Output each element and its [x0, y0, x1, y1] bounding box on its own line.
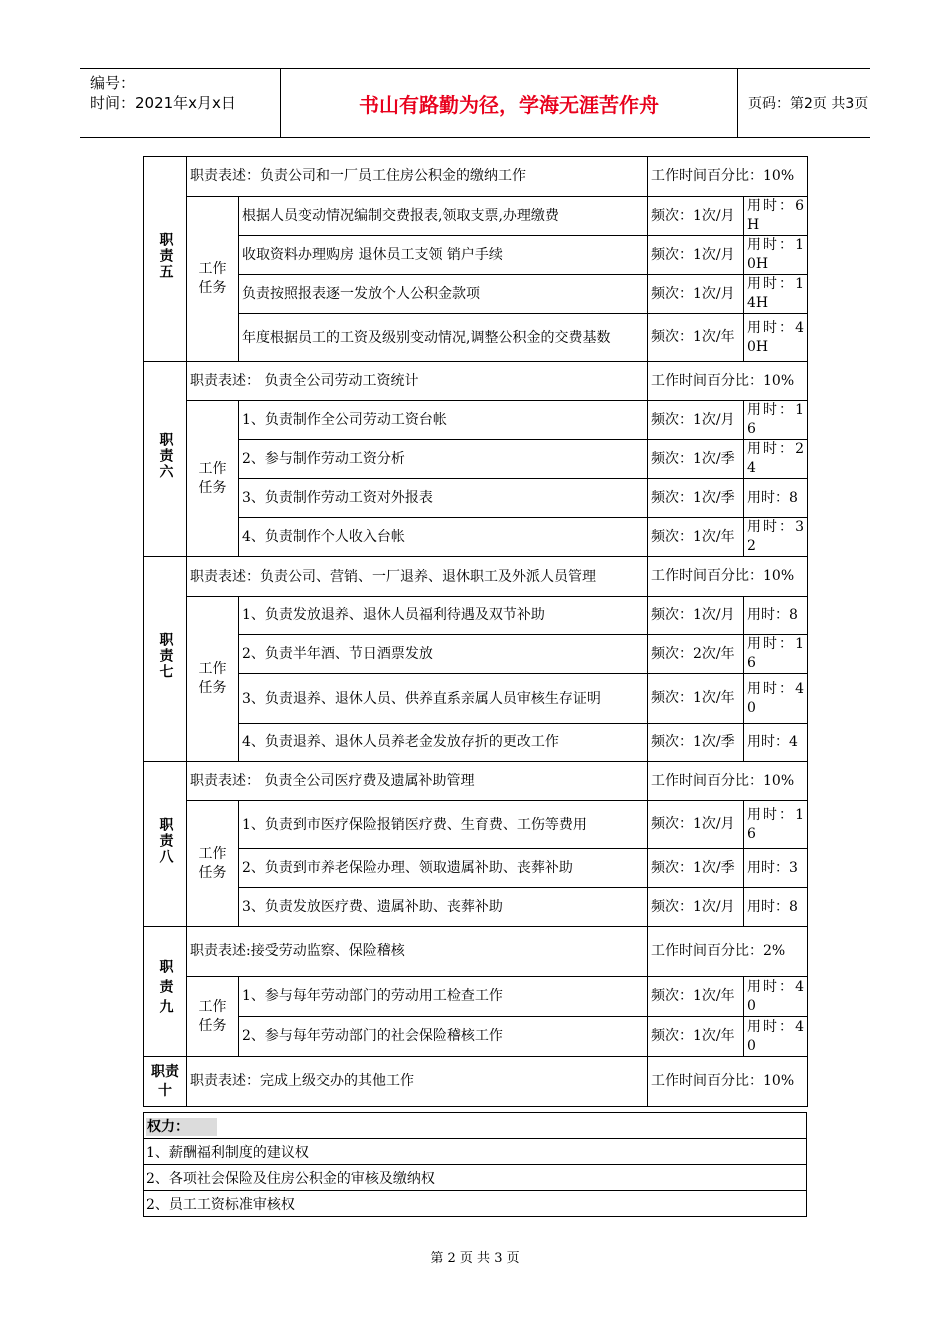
task-label — [187, 977, 239, 1057]
task-row — [144, 801, 808, 849]
task-frequency: 频次：1次/季 — [648, 849, 744, 888]
header-meta — [90, 73, 280, 113]
time-label: 时间：2021年x月x日 — [90, 94, 236, 112]
task-hours: 用时：3 — [744, 849, 808, 888]
task-label — [187, 597, 239, 762]
task-text: 4、负责退养、退休人员养老金发放存折的更改工作 — [239, 724, 648, 762]
task-hours: 用时：8 — [744, 888, 808, 927]
task-text: 1、参与每年劳动部门的劳动用工检查工作 — [239, 977, 648, 1017]
task-text: 负责按照报表逐一发放个人公积金款项 — [239, 275, 648, 314]
duty-7-label — [144, 557, 187, 762]
task-text: 1、负责发放退养、退休人员福利待遇及双节补助 — [239, 597, 648, 635]
power-title — [144, 1113, 807, 1139]
page-number-label: 页码：第2页 共3页 — [748, 96, 869, 112]
task-hours: 用时：14H — [744, 275, 808, 314]
task-text: 年度根据员工的工资及级别变动情况,调整公积金的交费基数 — [239, 314, 648, 362]
task-label — [187, 801, 239, 927]
duty-5-desc-row — [144, 157, 808, 197]
task-row — [144, 440, 808, 479]
task-frequency: 频次：1次/年 — [648, 674, 744, 724]
task-text: 2、负责半年酒、节日酒票发放 — [239, 635, 648, 674]
task-text: 2、负责到市养老保险办理、领取遗属补助、丧葬补助 — [239, 849, 648, 888]
task-text: 根据人员变动情况编制交费报表,领取支票,办理缴费 — [239, 197, 648, 236]
task-hours: 用时：16 — [744, 635, 808, 674]
page-footer: 第 2 页 共 3 页 — [430, 1251, 520, 1266]
task-frequency: 频次：1次/月 — [648, 275, 744, 314]
task-row — [144, 314, 808, 362]
header-motto: 书山有路勤为径，学海无涯苦作舟 — [280, 69, 738, 137]
duty-10-label — [144, 1057, 187, 1107]
duty-description: 职责表述：完成上级交办的其他工作 — [187, 1057, 648, 1107]
task-frequency: 频次：1次/年 — [648, 1017, 744, 1057]
time-percent: 工作时间百分比：10% — [648, 1057, 808, 1107]
task-text: 1、负责到市医疗保险报销医疗费、生育费、工伤等费用 — [239, 801, 648, 849]
duty-6-desc-row — [144, 362, 808, 401]
task-text: 3、负责退养、退休人员、供养直系亲属人员审核生存证明 — [239, 674, 648, 724]
task-text: 收取资料办理购房 退休员工支领 销户手续 — [239, 236, 648, 275]
task-hours: 用时：32 — [744, 518, 808, 557]
task-row — [144, 597, 808, 635]
task-row — [144, 977, 808, 1017]
task-label-text: 工作任务 — [198, 261, 227, 296]
task-label — [187, 401, 239, 557]
power-row — [144, 1191, 807, 1217]
task-frequency: 频次：1次/月 — [648, 801, 744, 849]
task-row — [144, 479, 808, 518]
task-hours: 用时：8 — [744, 479, 808, 518]
power-header-row — [144, 1113, 807, 1139]
task-row — [144, 236, 808, 275]
time-percent: 工作时间百分比：10% — [648, 762, 808, 801]
duty-table — [143, 156, 808, 1107]
task-frequency: 频次：1次/月 — [648, 236, 744, 275]
power-row — [144, 1165, 807, 1191]
power-title-text: 权力： — [146, 1118, 217, 1136]
task-label — [187, 197, 239, 362]
task-label-text: 工作任务 — [198, 845, 227, 881]
task-frequency: 频次：1次/季 — [648, 440, 744, 479]
task-text: 4、负责制作个人收入台帐 — [239, 518, 648, 557]
task-text: 2、参与制作劳动工资分析 — [239, 440, 648, 479]
task-text: 1、负责制作全公司劳动工资台帐 — [239, 401, 648, 440]
page-header — [80, 68, 870, 138]
task-text: 3、负责制作劳动工资对外报表 — [239, 479, 648, 518]
power-table — [143, 1112, 807, 1217]
duty-description: 职责表述:接受劳动监察、保险稽核 — [187, 927, 648, 977]
task-row — [144, 518, 808, 557]
task-frequency: 频次：2次/年 — [648, 635, 744, 674]
duty-5-label — [144, 157, 187, 362]
duty-label-text: 职责六 — [157, 432, 174, 480]
task-row — [144, 724, 808, 762]
task-row — [144, 849, 808, 888]
task-row — [144, 635, 808, 674]
duty-8-desc-row — [144, 762, 808, 801]
task-row — [144, 197, 808, 236]
duty-label-text: 职责十 — [151, 1063, 179, 1099]
task-frequency: 频次：1次/月 — [648, 597, 744, 635]
task-label-text: 工作任务 — [198, 661, 227, 696]
duty-description: 职责表述：负责公司、营销、一厂退养、退休职工及外派人员管理 — [187, 557, 648, 597]
task-row — [144, 401, 808, 440]
duty-description: 职责表述： 负责全公司劳动工资统计 — [187, 362, 648, 401]
task-label-text: 工作任务 — [198, 460, 227, 496]
task-frequency: 频次：1次/年 — [648, 977, 744, 1017]
task-frequency: 频次：1次/月 — [648, 197, 744, 236]
duty-6-label — [144, 362, 187, 557]
duty-description: 职责表述：负责公司和一厂员工住房公积金的缴纳工作 — [187, 157, 648, 197]
task-row — [144, 275, 808, 314]
power-item: 2、各项社会保险及住房公积金的审核及缴纳权 — [144, 1165, 807, 1191]
duty-9-desc-row — [144, 927, 808, 977]
task-text: 3、负责发放医疗费、遗属补助、丧葬补助 — [239, 888, 648, 927]
task-frequency: 频次：1次/季 — [648, 479, 744, 518]
time-percent: 工作时间百分比：10% — [648, 157, 808, 197]
task-hours: 用时：8 — [744, 597, 808, 635]
duty-label-text: 职责七 — [157, 632, 174, 680]
duty-description: 职责表述： 负责全公司医疗费及遗属补助管理 — [187, 762, 648, 801]
task-hours: 用时：40 — [744, 1017, 808, 1057]
duty-7-desc-row — [144, 557, 808, 597]
task-hours: 用时：40H — [744, 314, 808, 362]
duty-label-text: 职责八 — [157, 817, 174, 865]
code-label: 编号： — [90, 74, 136, 92]
task-hours: 用时：40 — [744, 977, 808, 1017]
task-text: 2、参与每年劳动部门的社会保险稽核工作 — [239, 1017, 648, 1057]
duty-10-desc-row — [144, 1057, 808, 1107]
task-frequency: 频次：1次/年 — [648, 518, 744, 557]
task-hours: 用时：16 — [744, 401, 808, 440]
task-hours: 用时：40 — [744, 674, 808, 724]
task-frequency: 频次：1次/月 — [648, 888, 744, 927]
duty-8-label — [144, 762, 187, 927]
task-hours: 用时：24 — [744, 440, 808, 479]
task-frequency: 频次：1次/年 — [648, 314, 744, 362]
task-row — [144, 674, 808, 724]
duty-label-text: 职责九 — [157, 958, 174, 1019]
power-item: 2、员工工资标准审核权 — [144, 1191, 807, 1217]
task-hours: 用时：16 — [744, 801, 808, 849]
task-row — [144, 888, 808, 927]
time-percent: 工作时间百分比：10% — [648, 362, 808, 401]
power-item: 1、薪酬福利制度的建议权 — [144, 1139, 807, 1165]
task-hours: 用时：4 — [744, 724, 808, 762]
task-frequency: 频次：1次/月 — [648, 401, 744, 440]
duty-9-label — [144, 927, 187, 1057]
time-percent: 工作时间百分比：2% — [648, 927, 808, 977]
task-hours: 用时：10H — [744, 236, 808, 275]
power-row — [144, 1139, 807, 1165]
task-row — [144, 1017, 808, 1057]
task-frequency: 频次：1次/季 — [648, 724, 744, 762]
task-label-text: 工作任务 — [198, 998, 227, 1034]
time-percent: 工作时间百分比：10% — [648, 557, 808, 597]
duty-label-text: 职责五 — [157, 232, 174, 280]
task-hours: 用时：6H — [744, 197, 808, 236]
